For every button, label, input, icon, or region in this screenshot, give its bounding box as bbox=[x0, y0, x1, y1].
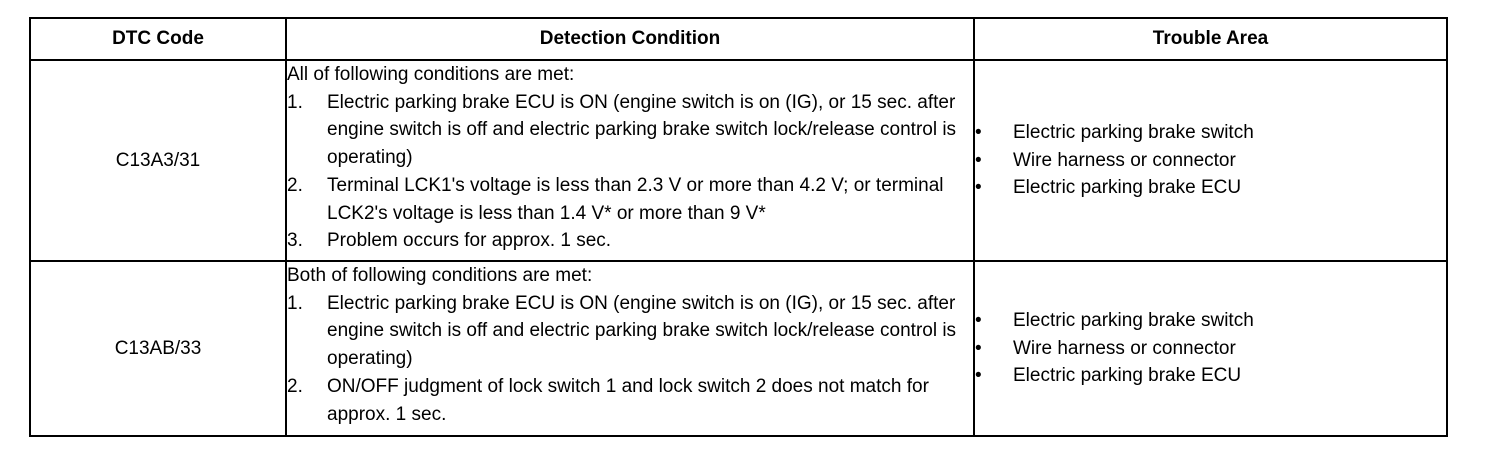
dtc-table bbox=[29, 17, 1448, 437]
trouble-area-text: Wire harness or connector bbox=[1013, 337, 1236, 359]
condition-item bbox=[287, 172, 973, 227]
trouble-area-item bbox=[975, 119, 1446, 147]
detection-condition-cell bbox=[286, 261, 974, 436]
trouble-area-text: Wire harness or connector bbox=[1013, 149, 1236, 171]
trouble-area-cell bbox=[974, 60, 1447, 261]
table-row bbox=[30, 261, 1447, 436]
condition-number: 1. bbox=[287, 91, 303, 113]
condition-list bbox=[287, 290, 973, 429]
trouble-area-list bbox=[975, 307, 1446, 390]
condition-item bbox=[287, 290, 973, 373]
trouble-area-item bbox=[975, 362, 1446, 390]
table-row bbox=[30, 60, 1447, 261]
trouble-area-item bbox=[975, 307, 1446, 335]
bullet-icon: • bbox=[975, 177, 982, 199]
trouble-area-text: Electric parking brake switch bbox=[1013, 309, 1254, 331]
condition-text: ON/OFF judgment of lock switch 1 and lock switch 2 does not match for approx. 1 sec. bbox=[327, 375, 929, 425]
condition-intro: All of following conditions are met: bbox=[287, 64, 575, 85]
trouble-area-text: Electric parking brake switch bbox=[1013, 121, 1254, 143]
header-dtc-code: DTC Code bbox=[30, 18, 286, 60]
condition-number: 1. bbox=[287, 292, 303, 314]
trouble-area-cell bbox=[974, 261, 1447, 436]
condition-list bbox=[287, 89, 973, 255]
condition-item bbox=[287, 373, 973, 428]
condition-item bbox=[287, 227, 973, 255]
dtc-code-cell: C13AB/33 bbox=[30, 261, 286, 436]
bullet-icon: • bbox=[975, 337, 982, 359]
bullet-icon: • bbox=[975, 121, 982, 143]
bullet-icon: • bbox=[975, 365, 982, 387]
trouble-area-item bbox=[975, 174, 1446, 202]
condition-number: 3. bbox=[287, 230, 303, 252]
header-detection-condition: Detection Condition bbox=[286, 18, 974, 60]
detection-condition-cell bbox=[286, 60, 974, 261]
trouble-area-list bbox=[975, 119, 1446, 202]
condition-text: Problem occurs for approx. 1 sec. bbox=[327, 230, 612, 252]
trouble-area-text: Electric parking brake ECU bbox=[1013, 177, 1242, 199]
trouble-area-item bbox=[975, 335, 1446, 363]
condition-intro: Both of following conditions are met: bbox=[287, 265, 593, 286]
condition-number: 2. bbox=[287, 375, 303, 397]
condition-text: Electric parking brake ECU is ON (engine switch is on (IG), or 15 sec. after engine switch is off and electric parking brake switch lock/release control is operating) bbox=[327, 292, 957, 370]
condition-text: Terminal LCK1's voltage is less than 2.3 V or more than 4.2 V; or terminal LCK2's voltage is less than 1.4 V* or more than 9 V* bbox=[327, 174, 944, 224]
condition-number: 2. bbox=[287, 174, 303, 196]
header-trouble-area: Trouble Area bbox=[974, 18, 1447, 60]
trouble-area-item bbox=[975, 147, 1446, 175]
bullet-icon: • bbox=[975, 309, 982, 331]
condition-item bbox=[287, 89, 973, 172]
dtc-code-cell: C13A3/31 bbox=[30, 60, 286, 261]
header-row bbox=[30, 18, 1447, 60]
condition-text: Electric parking brake ECU is ON (engine switch is on (IG), or 15 sec. after engine switch is off and electric parking brake switch lock/release control is operating) bbox=[327, 91, 957, 169]
bullet-icon: • bbox=[975, 149, 982, 171]
trouble-area-text: Electric parking brake ECU bbox=[1013, 365, 1242, 387]
